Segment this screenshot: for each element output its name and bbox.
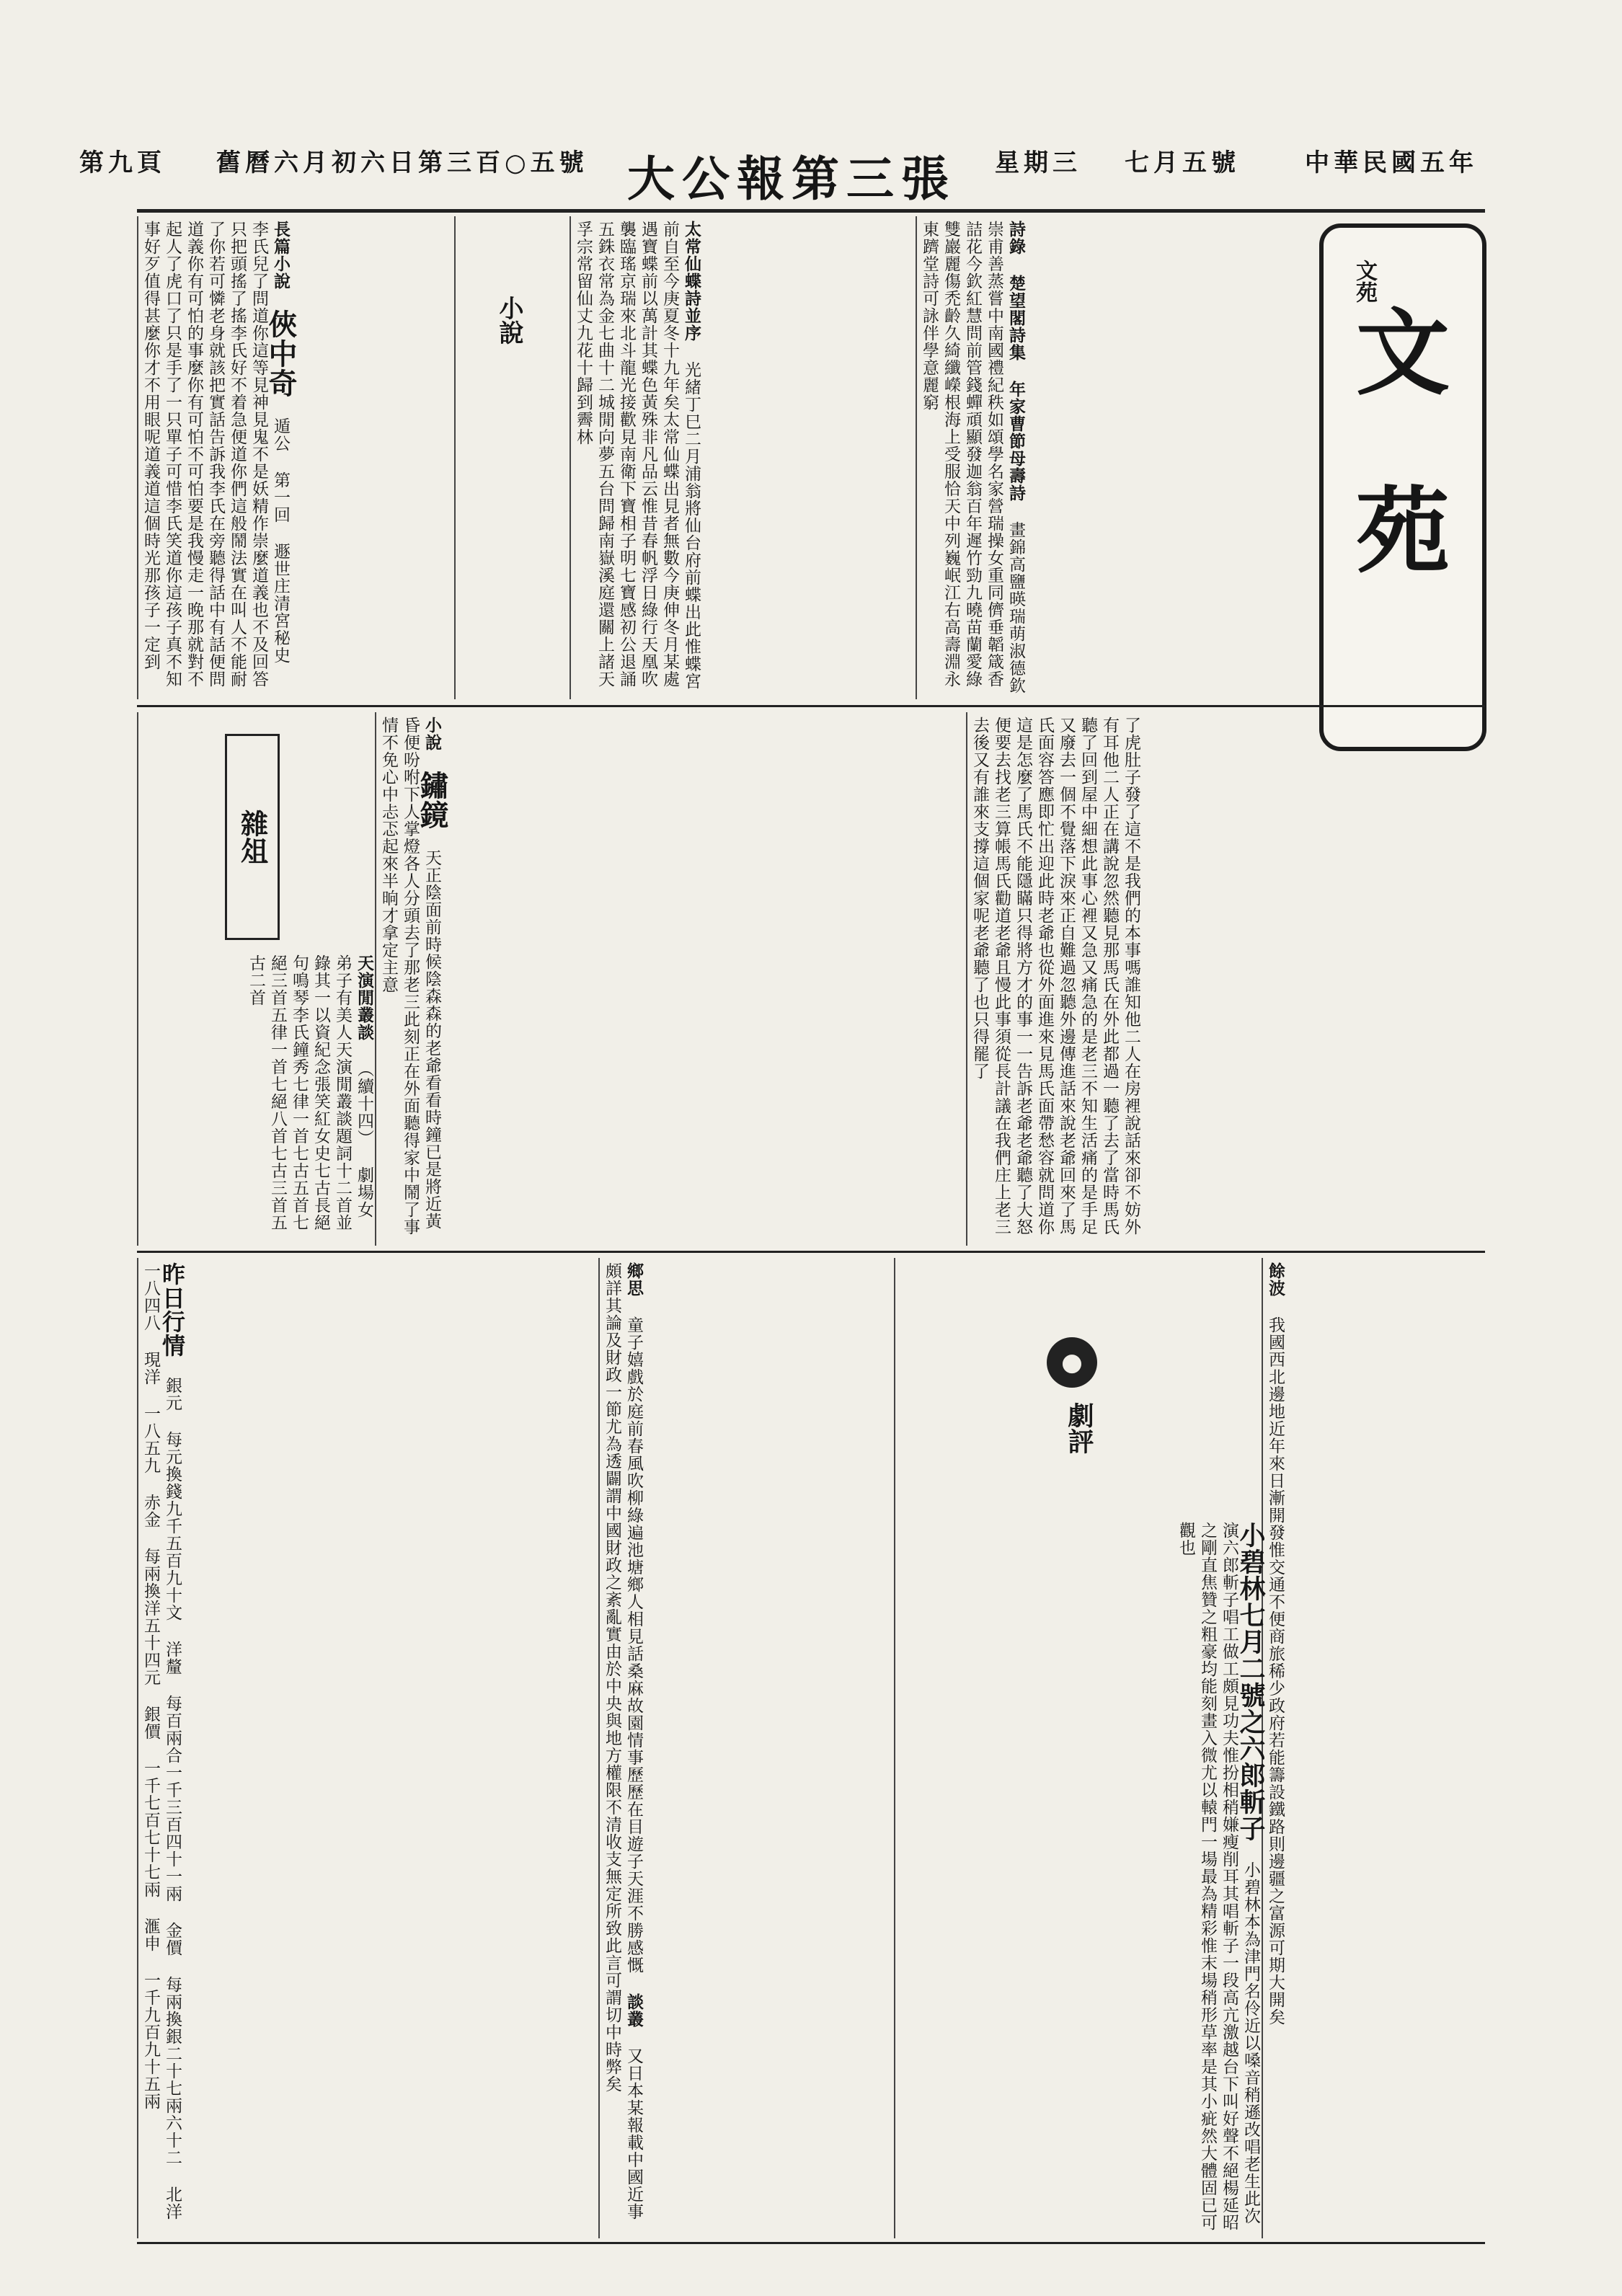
header-republic: 中華民國五年 [1305, 149, 1478, 177]
header-date: 七月五號 [1125, 149, 1240, 177]
township-text: 童子嬉戲於庭前春風吹柳綠遍池塘鄉人相見話桑麻故園情事歷歷在目遊子天涯不勝感慨 [624, 1316, 643, 1974]
poem-title: 年家曹節母壽詩 [1006, 381, 1026, 502]
poem2-title: 太常仙蝶詩並序 [682, 221, 701, 342]
misc-title: 天演閒叢談 [355, 954, 374, 1041]
wave-text: 我國西北邊地近年來日漸開發惟交通不便商旅稀少政府若能籌設鐵路則邊疆之富源可期大開矣 [1266, 1316, 1285, 2026]
header-rule [137, 209, 1485, 213]
misc-body [138, 950, 376, 1238]
novel-body [138, 216, 298, 699]
band-rule-2 [137, 1251, 1485, 1253]
header-page: 第九頁 [79, 149, 166, 177]
story2-more: 天正陰面前時候陰森森的老爺看看時鐘已是將近黃昏便吩咐下人掌燈各人分頭去了那老三此刻正在外面聽得家中鬧了事情不免心中忐忑起來半晌才拿定主意 [379, 717, 441, 1236]
seal-char-1: 文 [1355, 298, 1450, 408]
novel-chapter: 第一回 [271, 471, 290, 523]
story2-title: 鏽鏡 [415, 771, 449, 830]
market-item-7: 滙申 [141, 1918, 160, 1952]
band-bottom [137, 1258, 1485, 2238]
poem2-text: 光緒丁巳二月浦翁將仙台府前蝶出此惟蝶宮前自至今庚夏冬十九年矣太常仙蝶出見者無數今庚伸冬月某處遇寶蝶前以萬計其蝶色黃殊非凡品云惟昔春帆浮日綠行天凰吹襲臨瑤京瑞來北斗龍光接歡見南衛下寶相子明七寶感初公退誦五銖衣常為金七曲十二城閒向夢五台問歸南嶽溪庭還關上諸天孚宗常留仙丈九花十歸到霽林 [574, 221, 701, 690]
market-value-0: 每元換錢九千五百九十文 [163, 1431, 182, 1621]
poetry-heading: 詩錄 [1006, 221, 1026, 255]
market-item-3: 北洋 [163, 2186, 182, 2220]
literature-label: 文苑 [1352, 260, 1377, 303]
opera-stamp-icon: ● [1047, 1337, 1097, 1388]
market-value-4: 一八五九 [141, 1405, 160, 1474]
masthead-title: 大公報第三張 [627, 151, 956, 207]
market-value-1: 每百兩合一千三百四十一兩 [163, 1695, 182, 1902]
market-value-2: 每兩換銀二十七兩六十二 [163, 1976, 182, 2166]
market-item-1: 洋釐 [163, 1641, 182, 1675]
story2-body [967, 712, 1143, 1246]
market-heading: 昨日行情 [159, 1262, 186, 1357]
township-heading: 鄉思 [624, 1262, 644, 1297]
wave-heading: 餘波 [1266, 1262, 1285, 1297]
header-weekday: 星期三 [995, 149, 1081, 177]
seal-char-2: 苑 [1355, 476, 1450, 586]
misc-heading: 雜俎 [236, 810, 269, 864]
novel-title: 俠中奇 [264, 309, 298, 398]
story2-continued [376, 712, 449, 1246]
novel-heading: 小說 [495, 296, 523, 345]
misc-box [225, 734, 280, 940]
header-issue: 第三百○五號 [418, 149, 588, 177]
market-value-7: 一千九百九十五兩 [141, 1972, 160, 2110]
wave-body [1263, 1258, 1288, 2238]
talk-text: 又日本某報載中國近事頗詳其論及財政一節尤為透闢謂中國財政之紊亂實由於中央與地方權限不清收支無定所致此言可謂切中時弊矣 [603, 1262, 643, 2220]
market-value-5: 每兩換洋五十四元 [141, 1548, 160, 1686]
market-item-2: 金價 [163, 1922, 182, 1956]
footer-rule [137, 2242, 1485, 2244]
opera-title: 小碧林七月二號之六郎斬子 [1236, 1522, 1266, 1842]
literature-poem-2 [571, 216, 704, 699]
opera-text: 小碧林本為津門名伶近以嗓音稍遜改唱老生此次演六郎斬子唱工做工頗見功夫惟扮相稍嫌瘦削耳其唱斬子一段高亢激越台下叫好聲不絕楊延昭之剛直焦贊之粗豪均能刻畫入微尤以轅門一場最為精彩惟末場稍形草率是其小疵然大體固已可觀也 [1176, 1522, 1260, 2231]
novel-text: 李氏兒了問道你這等見神見鬼不是妖精作崇麼道義也不及回答只把頭搖了搖李氏好不着急便道你們這般鬧法實在叫人不能耐了你若可憐老身就該把實話告訴我李氏在旁聽得話中有話便問道義你有可怕的事麼你有可怕不可怕要是我慢走一晚那就對不起人了虎口了只是手了一只單子可惜李氏笑道你這孩子真不知事好歹值得甚麼你才不用眼呢道義道這個時光那孩子一定到 [141, 221, 268, 688]
band-literature [137, 216, 1485, 699]
market-item-0: 銀元 [163, 1377, 182, 1411]
misc-subtitle: （續十四） [355, 1060, 373, 1147]
misc-lines: 劇場女弟子有美人天演閒叢談題詞十二首並錄其一以資紀念張笑紅女史七古長絕句鳴琴李氏鐘秀七律一首七古五首七絕三首五律一首七絕八首七古三首五古二首 [247, 954, 373, 1231]
novel-author: 遁公 [271, 417, 290, 452]
band-rule-1 [137, 705, 1485, 707]
collection-title: 楚望閣詩集 [1006, 275, 1026, 361]
story2-label: 小說 [422, 717, 442, 751]
novel-chapter-title: 遯世庄清宮秘史 [271, 543, 290, 664]
band-fiction [137, 712, 1485, 1246]
story2-text: 了虎肚子發了這不是我們的本事嗎誰知他二人在房裡說話來卻不妨外有耳他二人正在講說忽然聽見那馬氏在外此都過一聽了去了當時馬氏聽了回到屋中細想此事心裡又急又痛急的是老三不知生活痛的是手足又廢去一個不覺落下淚來正自難過忽聽外邊傳進話來說老爺回來了馬氏面容答應即忙出迎此時老爺也從外面進來見馬氏面帶愁容就問道你這是怎麼了馬氏不能隱瞞只得將方才的事一一告訴老爺老爺聽了大怒便要去找老三算帳馬氏勸道老爺且慢此事須從長計議在我們庄上老三去後又有誰來支撐這個家呢老爺聽了也只得罷了 [970, 717, 1140, 1236]
novel-series: 長篇小說 [271, 221, 291, 290]
market-item-6: 銀價 [141, 1706, 160, 1740]
market-value-3: 一八四八 [141, 1262, 160, 1331]
opera-body [895, 1517, 1266, 2238]
talk-heading: 談叢 [624, 1993, 644, 2028]
literature-poem [917, 216, 1028, 699]
market-item-5: 赤金 [141, 1494, 160, 1528]
opera-heading: 劇評 [1064, 1402, 1094, 1454]
township-body [600, 1258, 646, 2238]
market-body [138, 1258, 185, 2238]
header-lunar: 舊曆六月初六日 [216, 149, 418, 177]
market-item-4: 現洋 [141, 1351, 160, 1386]
poem-lines: 畫錦高鹽暎瑞萌淑德欽崇甫善蒸嘗中南國禮紀秩如頌學名家營瑞操女重同儕垂韜箴香詰花今欽紅慧問前管錢蟬頑顯發迦翁百年遲竹勁九曉苗蘭愛綠雙巖麗傷禿齡久綺纖嶸根海上受服恰天中列巍岷江右高壽淵永東躋堂詩可詠伴學意麗窮 [920, 221, 1025, 694]
market-value-6: 一千七百七十七兩 [141, 1760, 160, 1898]
